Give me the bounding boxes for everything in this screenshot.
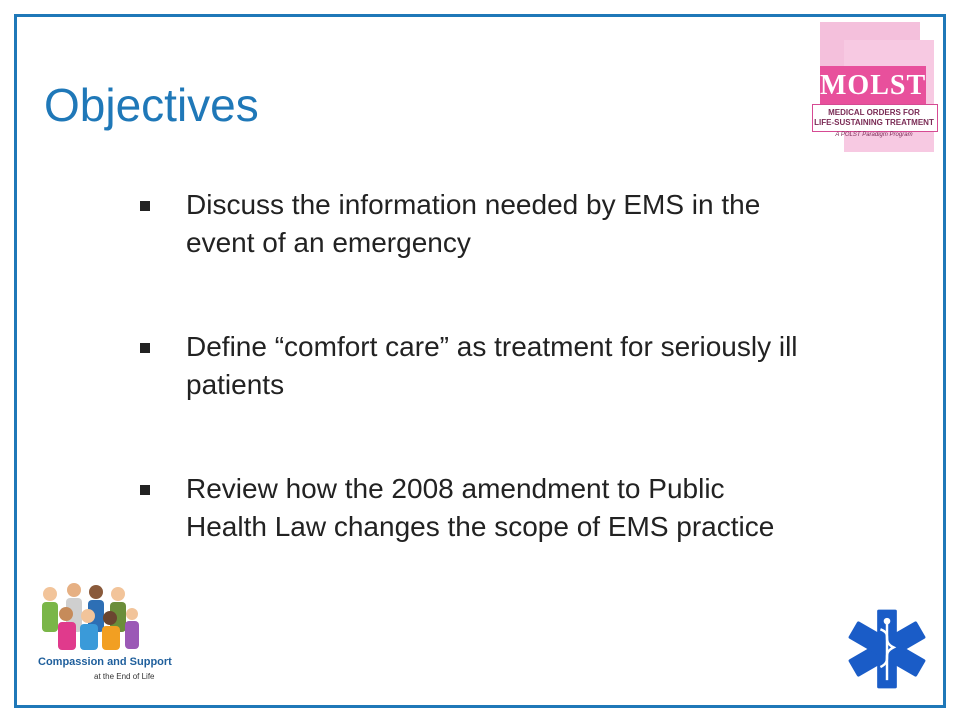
slide-title: Objectives	[44, 79, 259, 131]
molst-caption-line2: LIFE-SUSTAINING TREATMENT	[814, 118, 934, 127]
bullet-text: Discuss the information needed by EMS in the event of an emergency	[186, 189, 761, 258]
compassion-logo-subtext: at the End of Life	[94, 672, 155, 681]
star-of-life-icon	[846, 608, 928, 690]
molst-logo	[808, 22, 940, 156]
objectives-list	[140, 186, 800, 546]
molst-wordmark: MOLST	[820, 70, 927, 101]
bullet-text: Define “comfort care” as treatment for seriously ill patients	[186, 331, 798, 400]
list-item	[140, 328, 800, 404]
square-bullet-icon	[140, 485, 150, 495]
molst-caption-line1: MEDICAL ORDERS FOR	[828, 108, 920, 117]
bullet-text: Review how the 2008 amendment to Public Health Law changes the scope of EMS practice	[186, 473, 775, 542]
list-item	[140, 186, 800, 262]
people-illustration-icon	[36, 582, 156, 654]
square-bullet-icon	[140, 343, 150, 353]
square-bullet-icon	[140, 201, 150, 211]
compassion-support-logo	[36, 582, 176, 694]
molst-tagline: A POLST Paradigm Program	[835, 132, 913, 138]
compassion-logo-text: Compassion and Support	[38, 656, 172, 668]
list-item	[140, 470, 800, 546]
